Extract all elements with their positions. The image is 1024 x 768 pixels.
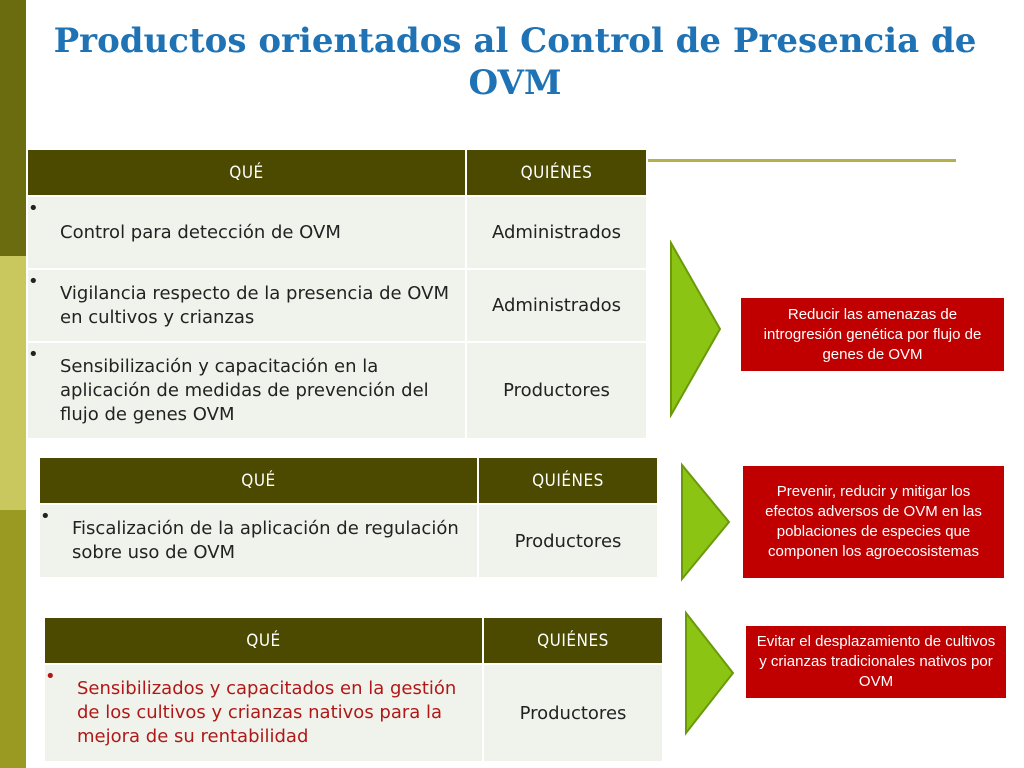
bullet-marker: • bbox=[45, 666, 56, 687]
que-text: Sensibilización y capacitación en la aplicación de medidas de prevención del flujo de genes OVM bbox=[60, 355, 429, 425]
slide-title: Productos orientados al Control de Presencia de OVM bbox=[53, 21, 977, 103]
bullet-marker: • bbox=[40, 506, 51, 527]
quienes-cell: Productores bbox=[483, 664, 662, 761]
table-row bbox=[28, 342, 646, 438]
table-header-row bbox=[45, 618, 662, 664]
table-row bbox=[40, 504, 657, 577]
que-cell bbox=[28, 342, 466, 438]
table-group-1 bbox=[28, 150, 646, 438]
que-text: Fiscalización de la aplicación de regulación sobre uso de OVM bbox=[72, 518, 459, 563]
bullet-marker: • bbox=[28, 198, 39, 219]
bullet-marker: • bbox=[28, 271, 39, 292]
table-header-row bbox=[28, 150, 646, 196]
chevron-right-icon bbox=[668, 240, 724, 418]
header-que: QUÉ bbox=[40, 458, 478, 504]
decor-stripe-middle bbox=[0, 256, 26, 510]
decor-stripe-top bbox=[0, 0, 26, 256]
header-quienes: QUIÉNES bbox=[466, 150, 646, 196]
quienes-cell: Productores bbox=[478, 504, 657, 577]
que-text: Sensibilizados y capacitados en la gestión de los cultivos y crianzas nativos para la mejora de su rentabilidad bbox=[77, 678, 457, 747]
quienes-cell: Administrados bbox=[466, 269, 646, 342]
bullet-marker: • bbox=[28, 344, 39, 365]
table-row bbox=[28, 269, 646, 342]
table-group-3 bbox=[45, 618, 662, 761]
header-quienes: QUIÉNES bbox=[483, 618, 662, 664]
que-cell bbox=[28, 269, 466, 342]
table-group-2 bbox=[40, 458, 657, 577]
chevron-right-icon bbox=[683, 610, 737, 736]
outcome-text: Prevenir, reducir y mitigar los efectos adversos de OVM en las poblaciones de especies que componen los agroecosistemas bbox=[765, 483, 982, 560]
outcome-text: Reducir las amenazas de introgresión genética por flujo de genes de OVM bbox=[763, 305, 982, 363]
decor-stripe-bottom bbox=[0, 510, 26, 768]
outcome-box-3 bbox=[746, 626, 1006, 698]
que-cell bbox=[28, 196, 466, 269]
quienes-cell: Administrados bbox=[466, 196, 646, 269]
outcome-box-1 bbox=[741, 298, 1004, 371]
que-text: Control para detección de OVM bbox=[60, 221, 341, 243]
table-row bbox=[45, 664, 662, 761]
table-row bbox=[28, 196, 646, 269]
table-header-row bbox=[40, 458, 657, 504]
que-text: Vigilancia respecto de la presencia de OVM en cultivos y crianzas bbox=[60, 282, 449, 328]
que-cell bbox=[40, 504, 478, 577]
chevron-right-icon bbox=[679, 462, 733, 582]
outcome-box-2 bbox=[743, 466, 1004, 578]
outcome-text: Evitar el desplazamiento de cultivos y crianzas tradicionales nativos por OVM bbox=[756, 633, 996, 690]
decor-line bbox=[648, 159, 956, 162]
header-que: QUÉ bbox=[28, 150, 466, 196]
quienes-cell: Productores bbox=[466, 342, 646, 438]
header-que: QUÉ bbox=[45, 618, 483, 664]
header-quienes: QUIÉNES bbox=[478, 458, 657, 504]
que-cell bbox=[45, 664, 483, 761]
